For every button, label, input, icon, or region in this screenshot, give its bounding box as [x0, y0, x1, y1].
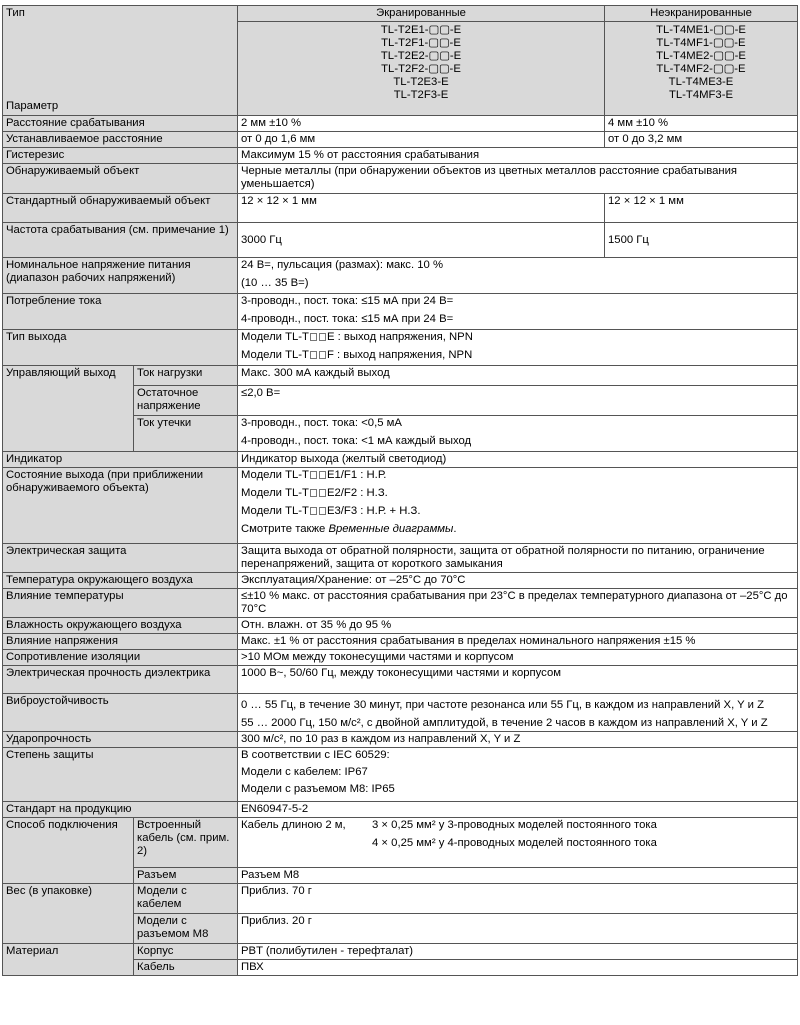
sub-param-label: Ток утечки	[134, 416, 238, 452]
value: Отн. влажн. от 35 % до 95 %	[238, 618, 798, 634]
value: Макс. ±1 % от расстояния срабатывания в пределах номинального напряжения ±15 %	[238, 634, 798, 650]
value: Приблиз. 20 г	[238, 914, 798, 944]
value-line	[241, 523, 794, 536]
model-name: TL-T4MF2-▢▢-E	[656, 63, 746, 75]
value: 1000 В~, 50/60 Гц, между токонесущими частями и корпусом	[238, 666, 798, 694]
value-shielded: от 0 до 1,6 мм	[238, 132, 605, 148]
param-label: Индикатор	[3, 452, 238, 468]
value-unshielded: от 0 до 3,2 мм	[605, 132, 798, 148]
value-line: Модели с кабелем: IP67	[241, 766, 368, 778]
model-name: TL-T2F2-▢▢-E	[381, 63, 461, 75]
row-supply-voltage	[3, 258, 798, 294]
param-label: Ударопрочность	[3, 732, 238, 748]
value: Индикатор выхода (желтый светодиод)	[238, 452, 798, 468]
model-name: TL-T2E3-E	[393, 76, 449, 88]
row-protection	[3, 544, 798, 573]
value: Эксплуатация/Хранение: от –25°C до 70°C	[238, 573, 798, 589]
placeholder-box-icon	[310, 489, 317, 497]
sub-param-label: Встроенный кабель (см. прим. 2)	[134, 818, 238, 868]
unshielded-column-header	[605, 6, 798, 116]
sub-param-label: Корпус	[134, 944, 238, 960]
param-label: Состояние выхода (при приближении обнаруживаемого объекта)	[3, 468, 238, 544]
value-unshielded: 4 мм ±10 %	[605, 116, 798, 132]
param-label: Способ подключения	[3, 818, 134, 884]
value-line: 4-проводн., пост. тока: <1 мА каждый выход	[241, 435, 472, 447]
param-label: Виброустойчивость	[3, 694, 238, 732]
row-weight-cable	[3, 884, 798, 914]
value: Черные металлы (при обнаружении объектов из цветных металлов расстояние срабатывания уменьшается)	[238, 164, 798, 194]
value: ПВХ	[238, 960, 798, 976]
value-line	[241, 349, 794, 362]
value-line: (10 … 35 В=)	[241, 277, 309, 289]
sub-param-label: Модели с разъемом M8	[134, 914, 238, 944]
model-name: TL-T4ME1-▢▢-E	[656, 24, 746, 36]
value-line: 24 В=, пульсация (размах): макс. 10 %	[241, 259, 443, 271]
param-label: Сопротивление изоляции	[3, 650, 238, 666]
value: Разъем M8	[238, 868, 798, 884]
row-sensing-distance	[3, 116, 798, 132]
placeholder-box-icon	[310, 333, 317, 341]
model-name: TL-T2F1-▢▢-E	[381, 37, 461, 49]
value: Защита выхода от обратной полярности, защита от обратной полярности по питанию, ограничение перенапряжений, защита от короткого замыкания	[238, 544, 798, 573]
row-temperature-influence	[3, 589, 798, 618]
sub-param-label: Разъем	[134, 868, 238, 884]
row-ip-rating	[3, 748, 798, 802]
model-name: TL-T2E1-▢▢-E	[380, 24, 462, 36]
unshielded-models	[605, 22, 797, 102]
param-label: Управляющий выход	[3, 366, 134, 452]
value: Макс. 300 мА каждый выход	[238, 366, 798, 386]
unshielded-title: Неэкранированные	[605, 6, 797, 22]
param-label: Электрическая прочность диэлектрика	[3, 666, 238, 694]
param-label: Влияние температуры	[3, 589, 238, 618]
header-row	[3, 6, 798, 116]
value-line	[241, 487, 794, 500]
value-shielded: 2 мм ±10 %	[238, 116, 605, 132]
placeholder-box-icon	[310, 471, 317, 479]
placeholder-box-icon	[319, 489, 326, 497]
param-label: Обнаруживаемый объект	[3, 164, 238, 194]
row-output-state	[3, 468, 798, 544]
placeholder-box-icon	[310, 507, 317, 515]
param-label: Частота срабатывания (см. примечание 1)	[3, 223, 238, 258]
param-label: Влажность окружающего воздуха	[3, 618, 238, 634]
cable-length: Кабель длиною 2 м,	[241, 819, 346, 831]
model-prefix: Модели TL-T	[241, 469, 309, 481]
model-suffix: F : выход напряжения, NPN	[326, 349, 473, 361]
row-material-housing	[3, 944, 798, 960]
row-standard-object	[3, 194, 798, 223]
model-name: TL-T4MF1-▢▢-E	[656, 37, 746, 49]
row-load-current	[3, 366, 798, 386]
value	[238, 416, 798, 452]
spec-sheet	[2, 5, 798, 976]
param-label: Стандарт на продукцию	[3, 802, 238, 818]
value-unshielded: 12 × 12 × 1 мм	[605, 194, 798, 223]
row-output-type	[3, 330, 798, 366]
shielded-title: Экранированные	[238, 6, 604, 22]
model-prefix: Модели TL-T	[241, 349, 309, 361]
value: PBT (полибутилен - терефталат)	[238, 944, 798, 960]
value-line: 4-проводн., пост. тока: ≤15 мА при 24 В=	[241, 313, 454, 325]
value-line: 4 × 0,25 мм² у 4-проводных моделей постоянного тока	[372, 837, 657, 849]
value	[238, 694, 798, 732]
placeholder-box-icon	[319, 471, 326, 479]
row-dielectric	[3, 666, 798, 694]
row-shock	[3, 732, 798, 748]
param-label: Электрическая защита	[3, 544, 238, 573]
row-connection-cable	[3, 818, 798, 868]
model-suffix: E : выход напряжения, NPN	[326, 331, 473, 343]
model-prefix: Модели TL-T	[241, 487, 309, 499]
value-line	[241, 819, 794, 832]
value-line: 0 … 55 Гц, в течение 30 минут, при частоте резонанса или 55 Гц, в каждом из направлений X, Y и Z	[241, 699, 764, 711]
param-label: Тип выхода	[3, 330, 238, 366]
model-name: TL-T2F3-E	[393, 89, 449, 101]
placeholder-box-icon	[319, 351, 326, 359]
value	[238, 294, 798, 330]
value	[238, 330, 798, 366]
sub-param-label: Модели с кабелем	[134, 884, 238, 914]
value-shielded: 12 × 12 × 1 мм	[238, 194, 605, 223]
param-label: Степень защиты	[3, 748, 238, 802]
model-suffix: E2/F2 : Н.З.	[326, 487, 388, 499]
value: ≤±10 % макс. от расстояния срабатывания при 23°C в пределах температурного диапазона от –25°C до 70°C	[238, 589, 798, 618]
value-line: 3-проводн., пост. тока: <0,5 мА	[241, 417, 402, 429]
row-frequency	[3, 223, 798, 258]
value	[238, 748, 798, 802]
model-name: TL-T2E2-▢▢-E	[380, 50, 462, 62]
placeholder-box-icon	[310, 351, 317, 359]
cable-3wire: 3 × 0,25 мм² у 3-проводных моделей постоянного тока	[372, 819, 657, 831]
model-suffix: E1/F1 : Н.Р.	[326, 469, 387, 481]
row-current-consumption	[3, 294, 798, 330]
see-also-suffix: .	[453, 523, 457, 535]
value-line: Модели с разъемом M8: IP65	[241, 783, 395, 795]
model-prefix: Модели TL-T	[241, 331, 309, 343]
placeholder-box-icon	[319, 507, 326, 515]
model-name: TL-T4ME2-▢▢-E	[656, 50, 746, 62]
value-line: 55 … 2000 Гц, 150 м/с², с двойной амплитудой, в течение 2 часов в каждом из направлений X, Y и Z	[241, 717, 768, 729]
model-name: TL-T4MF3-E	[668, 89, 734, 101]
param-label: Температура окружающего воздуха	[3, 573, 238, 589]
model-suffix: E3/F3 : Н.Р. + Н.З.	[326, 505, 421, 517]
row-vibration	[3, 694, 798, 732]
param-label: Вес (в упаковке)	[3, 884, 134, 944]
param-label: Влияние напряжения	[3, 634, 238, 650]
value-line: В соответствии с IEC 60529:	[241, 749, 390, 761]
param-label: Материал	[3, 944, 134, 976]
row-insulation	[3, 650, 798, 666]
value: 300 м/с², по 10 раз в каждом из направлений X, Y и Z	[238, 732, 798, 748]
sub-param-label: Ток нагрузки	[134, 366, 238, 386]
sub-param-label: Остаточное напряжение	[134, 386, 238, 416]
see-also-prefix: Смотрите также	[241, 523, 329, 535]
row-humidity	[3, 618, 798, 634]
model-name: TL-T4ME3-E	[668, 76, 734, 88]
type-parameter-header	[3, 6, 238, 116]
type-label: Тип	[6, 7, 25, 19]
value-shielded: 3000 Гц	[238, 223, 605, 258]
value-line: 3-проводн., пост. тока: ≤15 мА при 24 В=	[241, 295, 454, 307]
shielded-column-header	[238, 6, 605, 116]
value	[238, 258, 798, 294]
param-label: Потребление тока	[3, 294, 238, 330]
value-line	[241, 331, 794, 344]
param-label: Расстояние срабатывания	[3, 116, 238, 132]
row-detectable-object	[3, 164, 798, 194]
value-unshielded: 1500 Гц	[605, 223, 798, 258]
value	[238, 468, 798, 544]
timing-diagrams-reference: Временные диаграммы	[328, 523, 454, 535]
param-label: Гистерезис	[3, 148, 238, 164]
specifications-table	[2, 5, 798, 976]
value: Приблиз. 70 г	[238, 884, 798, 914]
row-ambient-temperature	[3, 573, 798, 589]
value	[238, 818, 798, 868]
value: >10 МОм между токонесущими частями и корпусом	[238, 650, 798, 666]
param-label: Устанавливаемое расстояние	[3, 132, 238, 148]
value-line	[241, 505, 794, 518]
row-voltage-influence	[3, 634, 798, 650]
parameter-label: Параметр	[6, 100, 59, 112]
param-label: Номинальное напряжение питания (диапазон рабочих напряжений)	[3, 258, 238, 294]
placeholder-box-icon	[319, 333, 326, 341]
row-set-distance	[3, 132, 798, 148]
param-label: Стандартный обнаруживаемый объект	[3, 194, 238, 223]
value: EN60947-5-2	[238, 802, 798, 818]
row-indicator	[3, 452, 798, 468]
value: Максимум 15 % от расстояния срабатывания	[238, 148, 798, 164]
row-hysteresis	[3, 148, 798, 164]
model-prefix: Модели TL-T	[241, 505, 309, 517]
value-line	[241, 469, 794, 482]
row-standard	[3, 802, 798, 818]
shielded-models	[238, 22, 604, 102]
value: ≤2,0 В=	[238, 386, 798, 416]
sub-param-label: Кабель	[134, 960, 238, 976]
